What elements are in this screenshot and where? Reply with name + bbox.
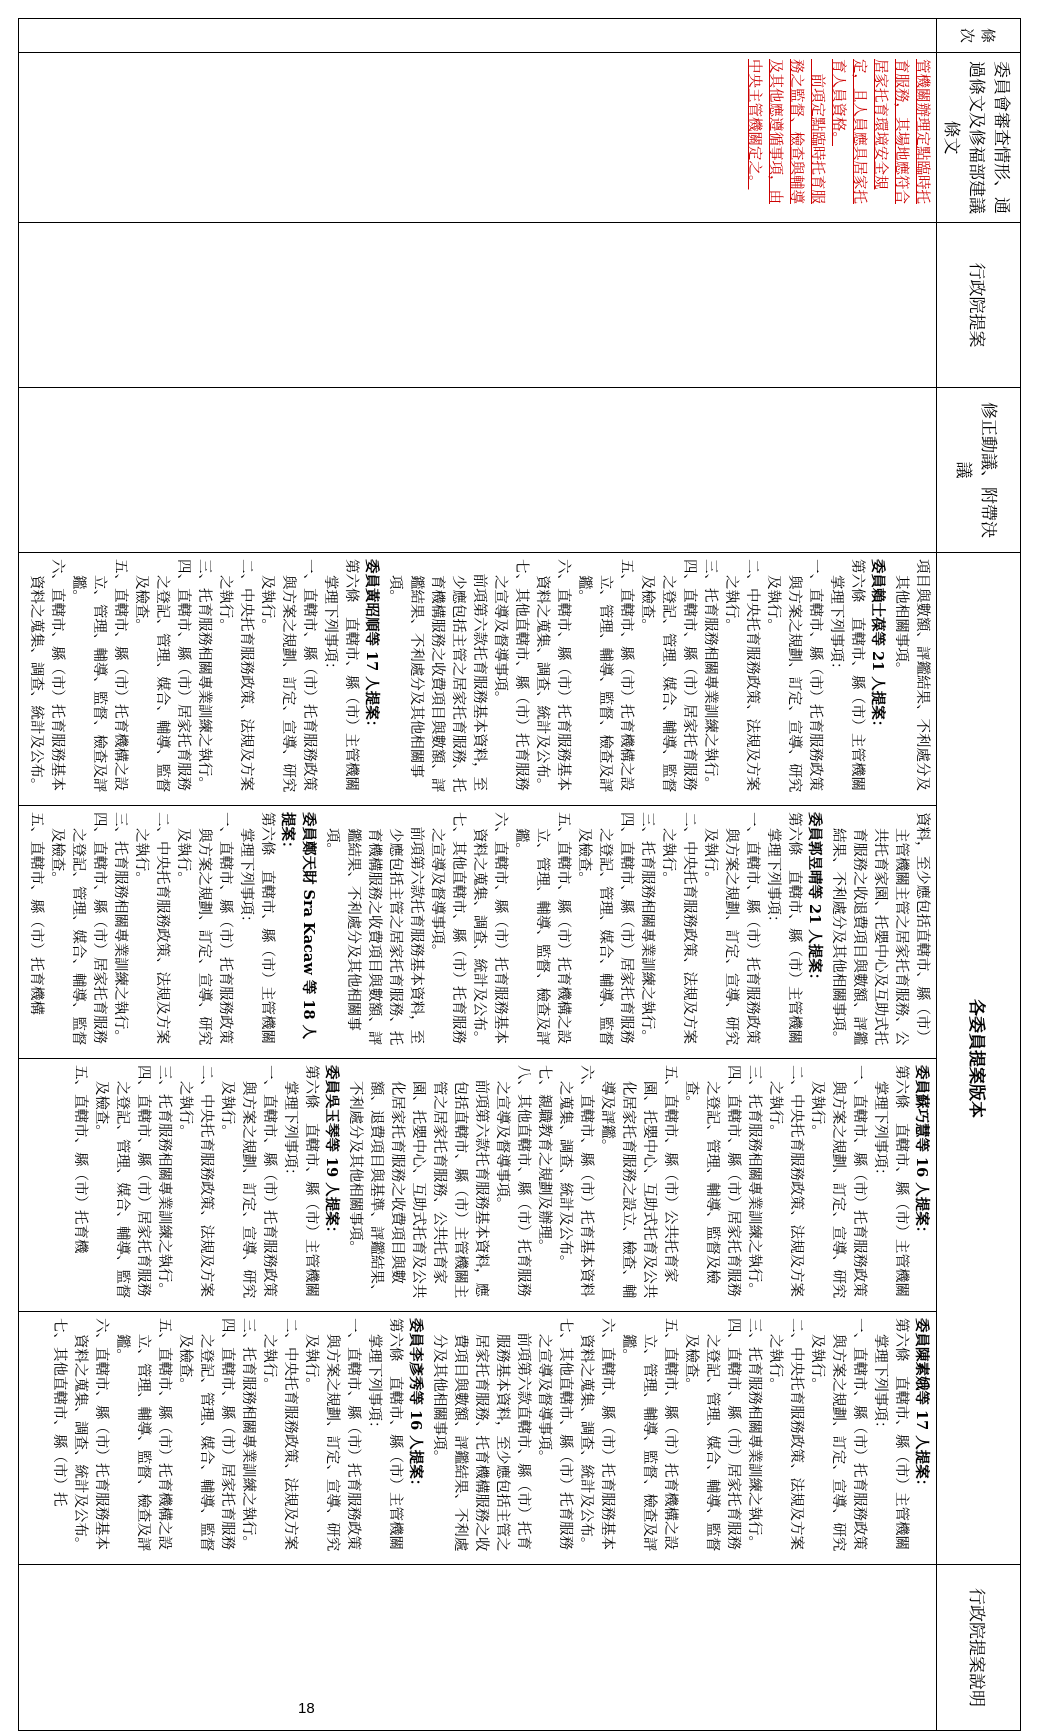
rotated-page — [21, 18, 1021, 1730]
proposal-line: 四、直轄市、縣（市）居家托育服務之登記、管理、媒合、輔導、監督及檢查。 — [93, 1064, 151, 1299]
proposal-line: 一、直轄市、縣（市）托育服務政策與方案之規劃、訂定、宣導、研究及執行。 — [809, 1317, 867, 1552]
proposal-line: 四、直轄市、縣（市）居家托育服務之登記、管理、媒合、輔導、監督及檢查。 — [639, 559, 697, 793]
proposal-line: 前項第六款托育服務基本資料，應包括直轄市、縣（市）主管機關主管之居家托育服務、公共托育家園、托嬰中心、互助式托育及公共化居家托育服務之收費項目與數額、退費項目與基準、評鑑結果、不利處分及其他相關事項。 — [347, 1064, 489, 1299]
proposal-line: 四、直轄市、縣（市）居家托育服務之登記、管理、媒合、輔導、監督及檢查。 — [49, 812, 107, 1046]
proposal-block — [25, 559, 382, 799]
proposal-title: 委員賴士葆等 21 人提案： — [869, 559, 886, 735]
proposal-line: 資料，至少應包括直轄市、縣（市）主管機關主管之居家托育服務、公共托育家園、托嬰中心及互助式托育服務之收退費項目與數額、評鑑結果、不利處分及其他相關事項。 — [830, 812, 930, 1046]
proposal-line: 五、直轄市、縣（市）托育機構之設立、管理、輔導、監督、檢查及評鑑。 — [513, 812, 571, 1046]
header-exec-bill: 行政院提案 — [937, 223, 1021, 388]
proposal-line: 前項第六款托育服務基本資料，至少應包括主管之居家托育服務、托育機構服務之收費項目與數額、評鑑結果、不利處分及其他相關事項。 — [324, 812, 424, 1046]
proposal-line: 第六條 直轄市、縣（市）主管機關掌理下列事項： — [238, 812, 275, 1044]
proposal-line: 七、親職教育之規劃及辦理。 — [536, 1064, 552, 1254]
proposal-block — [69, 1065, 342, 1305]
proposal-title: 委員郭昱晴等 21 人提案： — [806, 812, 823, 988]
proposal-line: 一、直轄市、縣（市）托育服務政策與方案之規劃、訂定、宣導、研究及執行。 — [219, 1064, 277, 1299]
proposal-line: 三、托育服務相關專業訓練之執行。 — [746, 1317, 762, 1550]
proposal-col-2 — [19, 806, 936, 1059]
proposal-col-4 — [19, 1311, 936, 1564]
proposal-line: 四、直轄市、縣（市）居家托育服務之登記、管理、媒合、輔導、監督及檢查。 — [576, 812, 634, 1046]
proposal-line: 三、托育服務相關專業訓練之執行。 — [240, 1317, 256, 1550]
proposal-line: 五、直轄市、縣（市）托育機 — [72, 1064, 88, 1254]
proposal-line: 五、直轄市、縣（市）托育機構之設立、管理、輔導、監督、檢查及評鑑。 — [576, 559, 634, 793]
header-committee: 委員會審查情形、通過條文及修福部建議條文 — [937, 53, 1021, 223]
proposal-title: 委員蘇巧慧等 16 人提案： — [913, 1064, 930, 1241]
body-row — [19, 19, 937, 1731]
header-amend: 修正動議、附帶決議 — [937, 388, 1021, 553]
proposal-line: 四、直轄市、縣（市）居家托育服務之登記、管理、媒合、輔導、監督及檢查。 — [133, 559, 191, 793]
proposal-line: 三、托育服務相關專業訓練之執行。 — [746, 1064, 762, 1297]
header-tiao: 條 次 — [937, 19, 1021, 53]
proposal-line: 七、其他直轄市、縣（市）托育服務之宣導及督導事項。 — [492, 559, 529, 791]
proposal-line: 三、托育服務相關專業訓練之執行。 — [196, 559, 212, 791]
comparison-table — [18, 18, 1021, 1731]
proposals-grid — [19, 553, 936, 1564]
proposal-line: 二、中央托育服務政策、法規及方案之執行。 — [767, 1064, 804, 1297]
proposal-block — [321, 812, 825, 1052]
proposal-line: 一、直轄市、縣（市）托育服務政策與方案之規劃、訂定、宣導、研究及執行。 — [765, 559, 823, 793]
proposal-line: 三、托育服務相關專業訓練之執行。 — [156, 1064, 172, 1297]
proposals-cell — [19, 553, 937, 1565]
proposal-line: 前項第六款托育服務基本資料，至少應包括主管之居家托育服務、托育機構服務之收費項目與數額、評鑑結果、不利處分及其他相關事項。 — [387, 559, 487, 793]
tiao-cell — [19, 19, 937, 53]
proposal-line: 六、直轄市、縣（市）托育基本資料之蒐集、調查、統計及公布。 — [557, 1064, 594, 1297]
proposal-line: 六、直轄市、縣（市）托育服務基本資料之蒐集、調查、統計及公布。 — [28, 559, 65, 793]
proposal-block — [890, 559, 932, 799]
proposal-line: 七、其他直轄市、縣（市）托育服務之宣導及督導事項。 — [536, 1317, 573, 1550]
exec-note-cell — [19, 1565, 937, 1731]
amend-cell — [19, 388, 937, 553]
proposal-line: 第六條 直轄市、縣（市）主管機關掌理下列事項： — [282, 1064, 319, 1297]
proposal-title: 委員陳素娥等 17 人提案： — [913, 1317, 930, 1494]
proposal-line: 八、其他直轄市、縣（市）托育服務之宣導及督導事項。 — [494, 1064, 531, 1297]
proposal-line: 第六條 直轄市、縣（市）主管機關掌理下列事項： — [872, 1317, 909, 1550]
proposal-line: 三、托育服務相關專業訓練之執行。 — [112, 812, 128, 1044]
proposal-line: 五、直轄市、縣（市）托育機構 — [28, 812, 44, 1015]
page-number: 18 — [298, 1700, 315, 1717]
proposal-line: 項目與數額、評鑑結果、不利處分及其他相關事項。 — [893, 559, 930, 791]
proposal-line: 六、直轄市、縣（市）托育服務基本資料之蒐集、調查、統計及公布。 — [578, 1317, 615, 1552]
proposal-line: 二、中央托育服務政策、法規及方案之執行。 — [133, 812, 170, 1044]
proposal-line: 第六條 直轄市、縣（市）主管機關掌理下列事項： — [366, 1317, 403, 1550]
committee-text: 管機關辦理定點臨時托育服務，其場地應符合居家托育環境安全規定，且人員應具居家托育人員資格。 前項定點臨時托育服務之監督、檢查與輔導及其他應遵循事項，由中央主管機關定之。 — [746, 59, 930, 204]
proposal-line: 六、直轄市、縣（市）托育服務基本資料之蒐集、調查、統計及公布。 — [72, 1317, 109, 1552]
proposal-block — [48, 1318, 426, 1558]
proposal-line: 一、直轄市、縣（市）托育服務政策與方案之規劃、訂定、宣導、研究及執行。 — [259, 559, 317, 793]
proposal-line: 四、直轄市、縣（市）居家托育服務之登記、管理、輔導、監督及檢查。 — [683, 1064, 741, 1297]
proposal-line: 四、直轄市、縣（市）居家托育服務之登記、管理、媒合、輔導、監督及檢查。 — [177, 1317, 235, 1552]
proposal-line: 一、直轄市、縣（市）托育服務政策與方案之規劃、訂定、宣導、研究及執行。 — [702, 812, 760, 1046]
proposal-title: 委員吳玉琴等 19 人提案： — [323, 1064, 340, 1241]
proposal-title: 委員李彥秀等 16 人提案： — [407, 1317, 424, 1494]
proposal-line: 四、直轄市、縣（市）居家托育服務之登記、管理、媒合、輔導、監督及檢查。 — [683, 1317, 741, 1552]
proposal-line: 一、直轄市、縣（市）托育服務政策與方案之規劃、訂定、宣導、研究及執行。 — [809, 1064, 867, 1299]
proposal-line: 一、直轄市、縣（市）托育服務政策與方案之規劃、訂定、宣導、研究及執行。 — [303, 1317, 361, 1552]
proposal-col-1 — [19, 553, 936, 806]
proposal-line: 七、其他直轄市、縣（市）托育服務之宣導及督導事項。 — [429, 812, 466, 1044]
proposal-line: 二、中央托育服務政策、法規及方案之執行。 — [217, 559, 254, 791]
proposal-col-3 — [19, 1058, 936, 1311]
proposal-line: 第六條 直轄市、縣（市）主管機關掌理下列事項： — [322, 559, 359, 791]
committee-cell — [19, 53, 937, 223]
proposal-block — [25, 812, 319, 1052]
proposal-line: 五、直轄市、縣（市）托育機構之設立、管理、輔導、監督、檢查及評鑑。 — [620, 1317, 678, 1552]
proposal-block — [827, 812, 932, 1052]
proposal-line: 三、托育服務相關專業訓練之執行。 — [639, 812, 655, 1044]
proposal-line: 二、中央托育服務政策、法規及方案之執行。 — [767, 1317, 804, 1550]
proposal-line: 第六條 直轄市、縣（市）主管機關掌理下列事項： — [872, 1064, 909, 1297]
proposal-block — [428, 1318, 932, 1558]
proposal-line: 三、托育服務相關專業訓練之執行。 — [702, 559, 718, 791]
proposal-line: 六、直轄市、縣（市）托育服務基本資料之蒐集、調查、統計及公布。 — [534, 559, 571, 793]
proposal-line: 二、中央托育服務政策、法規及方案之執行。 — [261, 1317, 298, 1550]
proposal-block — [344, 1065, 932, 1305]
proposal-title: 委員鄭天財 Sra Kacaw 等 18 人提案： — [279, 812, 317, 1040]
proposal-line: 二、中央托育服務政策、法規及方案之執行。 — [723, 559, 760, 791]
proposal-line: 五、直轄市、縣（市）公共托育家園、托嬰中心、互助式托育及公共化居家托育服務之設立、檢查、輔導及評鑑。 — [599, 1064, 678, 1299]
proposal-line: 二、中央托育服務政策、法規及方案之執行。 — [660, 812, 697, 1044]
proposal-line: 第六條 直轄市、縣（市）主管機關掌理下列事項： — [828, 559, 865, 791]
exec-bill-cell — [19, 223, 937, 388]
proposal-title: 委員黃昭順等 17 人提案： — [363, 559, 380, 735]
proposal-line: 一、直轄市、縣（市）托育服務政策與方案之規劃、訂定、宣導、研究及執行。 — [175, 812, 233, 1046]
proposal-line: 二、中央托育服務政策、法規及方案之執行。 — [177, 1064, 214, 1297]
proposal-line: 五、直轄市、縣（市）托育機構之設立、管理、輔導、監督、檢查及評鑑。 — [70, 559, 128, 793]
proposal-line: 第六條 直轄市、縣（市）主管機關掌理下列事項： — [765, 812, 802, 1044]
proposal-line: 五、直轄市、縣（市）托育機構之設立、管理、輔導、監督、檢查及評鑑。 — [114, 1317, 172, 1552]
proposal-line: 前項第六款直轄市、縣（市）托育服務基本資料，至少應包括主管之居家托育服務、托育機構服務之收費項目與數額、評鑑結果、不利處分及其他相關事項。 — [431, 1317, 531, 1552]
header-exec-note: 行政院提案說明 — [937, 1565, 1021, 1731]
proposal-line: 七、其他直轄市、縣（市）托 — [51, 1317, 67, 1507]
header-row — [937, 19, 1021, 1731]
header-proposals: 各委員提案版本 — [937, 553, 1021, 1565]
proposal-block — [384, 559, 888, 799]
proposal-line: 六、直轄市、縣（市）托育服務基本資料之蒐集、調查、統計及公布。 — [471, 812, 508, 1046]
